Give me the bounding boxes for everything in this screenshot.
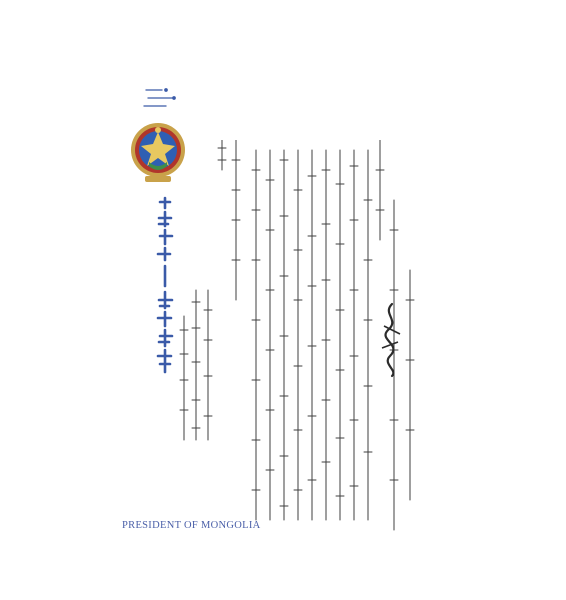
side-inscription xyxy=(142,84,178,112)
signature xyxy=(374,300,408,380)
footer-label: PRESIDENT OF MONGOLIA xyxy=(122,520,261,531)
